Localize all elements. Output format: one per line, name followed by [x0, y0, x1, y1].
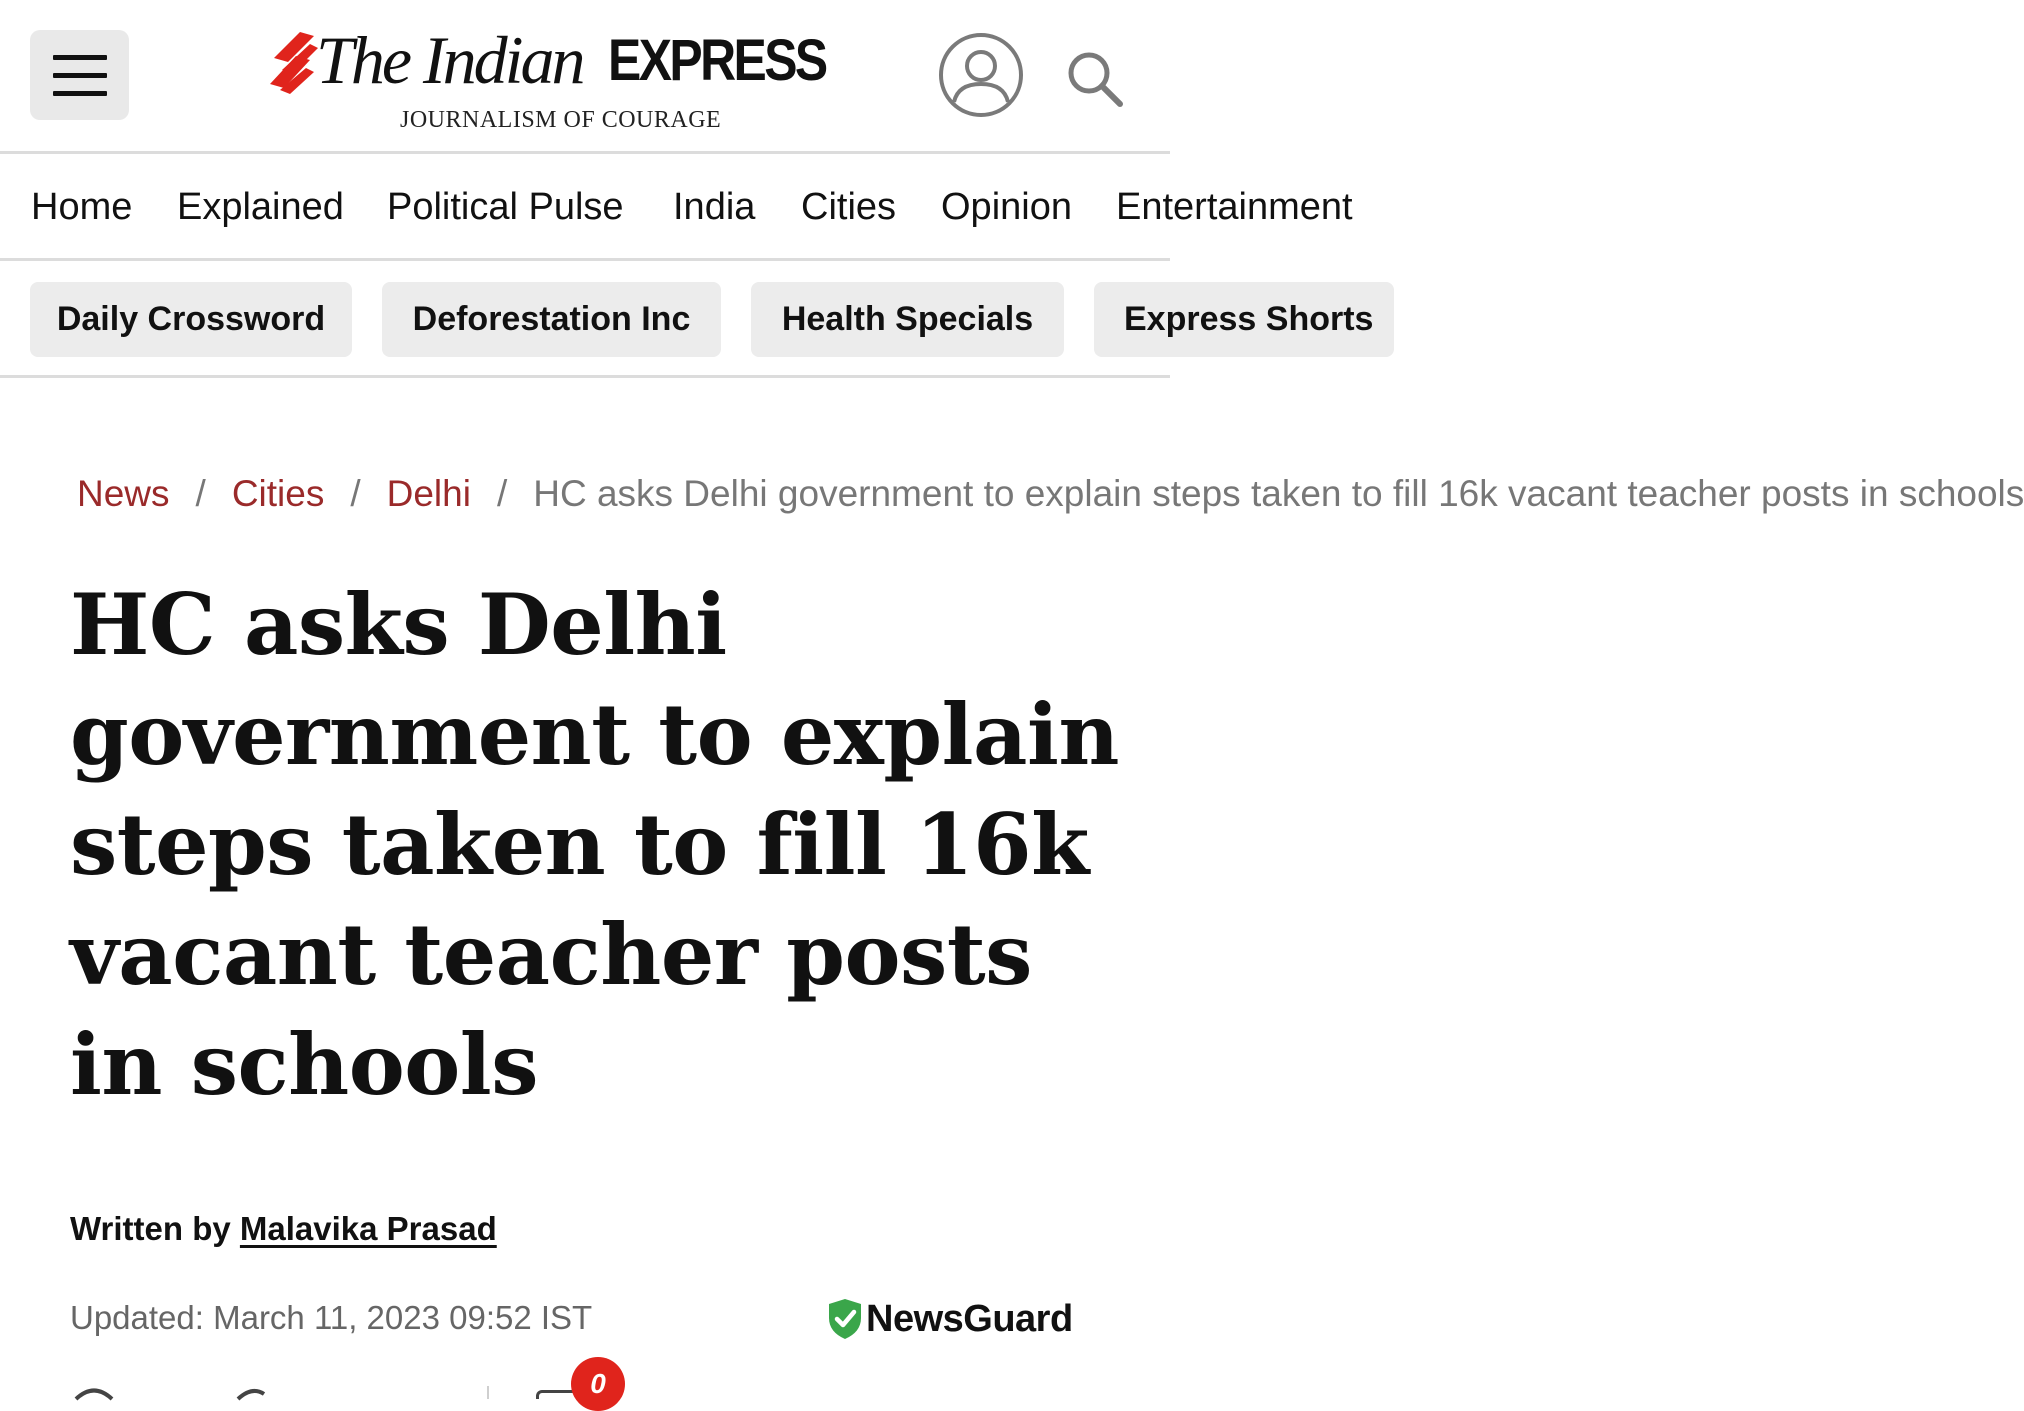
author-link[interactable]: Malavika Prasad — [239, 1210, 497, 1247]
header-divider — [0, 151, 1170, 154]
menu-bar — [53, 91, 107, 96]
nav-item-home[interactable]: Home — [31, 186, 133, 228]
nav-item-political-pulse[interactable]: Political Pulse — [387, 186, 624, 228]
topic-pills — [0, 261, 1374, 375]
byline-prefix: Written by — [70, 1210, 231, 1247]
nav-item-cities[interactable]: Cities — [801, 186, 897, 228]
breadcrumb-current: HC asks Delhi government to explain steps taken to fill 16k vacant teacher posts in schools — [533, 473, 2024, 514]
pill-deforestation-inc[interactable]: Deforestation Inc — [382, 282, 721, 357]
logo-tagline: JOURNALISM OF COURAGE — [400, 107, 722, 133]
newsguard-badge[interactable] — [828, 1296, 1073, 1342]
nav-item-opinion[interactable]: Opinion — [941, 186, 1072, 228]
byline — [70, 1208, 497, 1250]
menu-bar — [53, 55, 107, 60]
search-icon[interactable] — [1064, 48, 1124, 108]
logo-wordmark-the-indian: The Indian — [316, 22, 583, 98]
nav-item-india[interactable]: India — [673, 186, 756, 228]
breadcrumb-delhi[interactable]: Delhi — [386, 473, 471, 514]
newsguard-shield-icon — [828, 1298, 862, 1340]
breadcrumb-cities[interactable]: Cities — [231, 473, 325, 514]
primary-nav — [0, 155, 1353, 258]
breadcrumb — [77, 470, 2024, 520]
comment-count-badge[interactable]: 0 — [571, 1357, 625, 1411]
site-logo[interactable] — [266, 22, 856, 138]
updated-timestamp: Updated: March 11, 2023 09:52 IST — [70, 1299, 593, 1336]
pill-express-shorts[interactable]: Express Shorts — [1094, 282, 1394, 357]
pills-divider — [0, 375, 1170, 378]
breadcrumb-separator: / — [195, 473, 206, 514]
site-header — [0, 0, 1170, 152]
menu-bar — [53, 73, 107, 78]
hamburger-menu-button[interactable] — [30, 30, 129, 120]
newsguard-label: NewsGuard — [866, 1298, 1073, 1340]
express-logo-mark-icon — [270, 32, 318, 94]
article-headline: HC asks Delhi government to explain steps taken to fill 16k vacant teacher posts in schools — [70, 575, 1119, 1114]
breadcrumb-news[interactable]: News — [77, 473, 170, 514]
share-icon[interactable] — [68, 1388, 268, 1399]
nav-item-entertainment[interactable]: Entertainment — [1116, 186, 1353, 228]
logo-wordmark-express: EXPRESS — [608, 28, 826, 93]
pill-daily-crossword[interactable]: Daily Crossword — [30, 282, 352, 357]
pill-health-specials[interactable]: Health Specials — [751, 282, 1064, 357]
user-account-icon[interactable] — [938, 32, 1024, 118]
nav-item-explained[interactable]: Explained — [177, 186, 344, 228]
breadcrumb-separator: / — [496, 473, 508, 514]
breadcrumb-separator: / — [350, 473, 361, 514]
toolbar-divider — [487, 1386, 489, 1399]
